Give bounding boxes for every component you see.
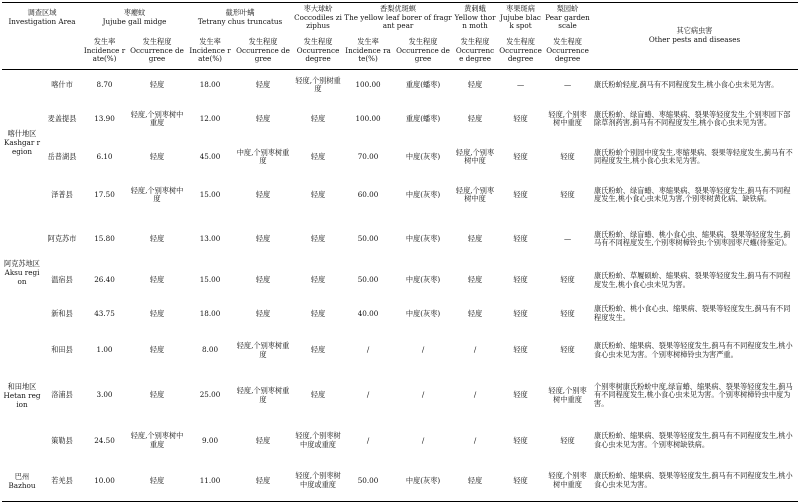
county-cell: 麦盖提县 (47, 114, 77, 123)
value-cell: 轻度 (513, 114, 528, 123)
header-degree (393, 33, 453, 70)
value-cell: 轻度 (467, 233, 483, 243)
value-cell: 50.00 (357, 275, 379, 285)
header-pest-scale (293, 3, 343, 34)
rate-en: Incidence rate(%) (345, 45, 391, 64)
region-name-cn: 巴州 (14, 472, 30, 482)
degree-cn: 发生程度 (506, 37, 535, 47)
value-cell: 轻度 (513, 435, 528, 445)
table-row (2, 371, 798, 421)
value-cell: 轻度 (149, 233, 165, 243)
value-cell: 45.00 (199, 151, 221, 161)
header-pest-black-spot (497, 3, 544, 34)
value-cell: 轻度 (467, 275, 483, 285)
degree-cn: 发生程度 (303, 37, 333, 47)
value-cell: / (421, 435, 425, 445)
value-cell: 轻度 (255, 189, 271, 199)
county-cell: 岳普湖县 (47, 151, 77, 161)
county-cell: 策勒县 (51, 435, 73, 445)
value-cell: 中度(灰枣) (405, 151, 441, 161)
region-name-en: Aksu region (4, 267, 40, 286)
value-cell: 轻度,个别枣树中重度 (548, 386, 587, 404)
county-cell: 阿克苏市 (47, 233, 77, 243)
header-degree (453, 33, 497, 70)
value-cell: 轻度 (560, 151, 575, 161)
value-cell: 轻度 (513, 308, 528, 318)
value-cell: 轻度 (467, 79, 483, 89)
value-cell: 100.00 (355, 79, 381, 89)
value-cell: 轻度 (513, 390, 528, 400)
header-degree (233, 33, 293, 70)
pest-survey-table (2, 2, 798, 502)
other-pests-cell: 康氏粉蚧轻度,蓟马有不同程度发生,桃小食心虫未见为害。 (594, 79, 779, 89)
value-cell: 轻度 (255, 114, 271, 123)
value-cell: 轻度 (233, 461, 293, 501)
header-pest-leaf-borer (343, 3, 453, 34)
pest-name-en: The yellow leaf borer of fragrant pear (344, 12, 452, 31)
region-cell (2, 331, 42, 462)
value-cell: 轻度 (149, 151, 165, 161)
value-cell: / (366, 435, 370, 445)
value-cell: 8.00 (202, 345, 219, 355)
value-cell: 轻度 (467, 308, 483, 318)
value-cell: 13.90 (94, 114, 115, 123)
value-cell: 50.00 (357, 233, 379, 243)
region-cell (2, 214, 42, 330)
pest-name-en: Jujube black spot (500, 12, 541, 31)
region-name-cn: 阿克苏地区 (4, 258, 40, 268)
value-cell: 轻度 (560, 345, 575, 355)
other-pests-cell: 康氏粉蚧、缩果病、裂果等轻度发生,蓟马有不同程度发生,桃小食心虫未见为害。 (591, 461, 798, 501)
value-cell: 轻度 (255, 79, 271, 89)
value-cell: 轻度 (310, 345, 326, 355)
value-cell: 轻度,个别枣树中度 (455, 147, 495, 166)
value-cell: 8.70 (96, 79, 113, 89)
value-cell: 中度(灰枣) (405, 275, 441, 285)
value-cell: 12.00 (199, 114, 221, 123)
table-row (2, 421, 798, 461)
value-cell: 15.00 (199, 189, 221, 199)
value-cell: 11.00 (187, 461, 233, 501)
value-cell: 18.00 (199, 308, 221, 318)
value-cell: 中度(灰枣) (405, 189, 441, 199)
value-cell: 50.00 (343, 461, 393, 501)
value-cell: 70.00 (357, 151, 379, 161)
value-cell: 13.00 (199, 233, 221, 243)
county-cell: 和田县 (51, 345, 73, 355)
value-cell: 中度(灰枣) (393, 461, 453, 501)
county-cell: 新和县 (51, 308, 73, 318)
header-degree (497, 33, 544, 70)
degree-en: Occurrence degree (396, 45, 450, 64)
degree-en: Occurrence degree (455, 45, 495, 64)
rate-en: Incidence rate(%) (83, 45, 126, 64)
degree-cn: 发生程度 (408, 37, 438, 47)
region-cell (2, 70, 42, 215)
value-cell: 轻度 (560, 308, 575, 318)
value-cell: 轻度 (310, 151, 326, 161)
header-region-en: Investigation Area (8, 17, 76, 26)
table-row (2, 331, 798, 371)
value-cell: 轻度 (149, 345, 165, 355)
value-cell: 轻度 (255, 275, 271, 285)
table-row (2, 461, 798, 501)
value-cell: 60.00 (357, 189, 379, 199)
value-cell: 轻度 (149, 275, 165, 285)
value-cell: 轻度 (513, 233, 528, 243)
value-cell: 轻度 (255, 308, 271, 318)
table-row (2, 264, 798, 297)
value-cell: 轻度 (310, 233, 326, 243)
value-cell: — (563, 233, 572, 243)
value-cell: / (473, 435, 477, 445)
value-cell: 轻度 (310, 308, 326, 318)
rate-cn: 发生率 (93, 37, 116, 47)
value-cell: 18.00 (199, 79, 221, 89)
value-cell: 15.00 (199, 275, 221, 285)
county-cell: 洛浦县 (51, 390, 73, 400)
table-row (2, 297, 798, 330)
value-cell: — (563, 79, 572, 89)
value-cell: / (366, 390, 370, 400)
value-cell: 轻度,个别枣树重度 (236, 386, 290, 404)
header-degree (544, 33, 591, 70)
value-cell: 轻度 (513, 345, 528, 355)
value-cell: / (473, 345, 477, 355)
header-region-sub (2, 33, 82, 70)
header-region-cn: 调查区域 (27, 8, 57, 18)
table-row (2, 100, 798, 138)
value-cell: 轻度,个别枣树中重度 (130, 109, 184, 128)
value-cell: 轻度,个别树重度 (295, 75, 341, 94)
value-cell: 9.00 (202, 435, 219, 445)
value-cell: 轻度 (149, 390, 165, 400)
degree-en: Occurrence degree (296, 45, 340, 64)
value-cell: 轻度 (497, 461, 544, 501)
value-cell: / (473, 390, 477, 400)
header-pest-mite (187, 3, 293, 34)
degree-en: Occurrence degree (236, 45, 290, 64)
value-cell: 40.00 (357, 308, 379, 318)
degree-cn: 发生程度 (142, 37, 172, 47)
region-name-en: Hetan region (3, 391, 41, 410)
value-cell: 中度(灰枣) (405, 233, 441, 243)
degree-en: Occurrence degree (546, 45, 589, 64)
value-cell: 轻度 (513, 189, 528, 199)
value-cell: 轻度,个别枣树中重度 (130, 431, 184, 449)
region-name-cn: 喀什地区 (7, 128, 37, 138)
degree-cn: 发生程度 (460, 37, 490, 47)
header-rate (187, 33, 233, 70)
table-body (2, 70, 798, 502)
pest-name-cn: 枣瘿蚊 (123, 8, 146, 18)
value-cell: 轻度 (127, 461, 187, 501)
other-pests-cell: 康氏粉蚧、草履硕蚧、缩果病、裂果等轻度发生,蓟马有不同程度发生,桃小食心虫未见为害。 (594, 271, 791, 289)
county-cell: 若羌县 (42, 461, 82, 501)
header-other-en: Other pests and diseases (648, 35, 741, 44)
value-cell: / (366, 345, 370, 355)
header-other-cn: 其它病虫害 (676, 26, 713, 36)
value-cell: 轻度,个别枣树重度 (236, 341, 290, 359)
value-cell: 中度,个别枣树重度 (236, 147, 290, 166)
value-cell: 轻度 (467, 114, 483, 123)
county-cell: 泽普县 (51, 189, 73, 199)
header-rate (82, 33, 127, 70)
value-cell: 轻度 (560, 435, 575, 445)
value-cell: 轻度 (149, 79, 165, 89)
county-cell: 喀什市 (51, 79, 73, 89)
value-cell: 1.00 (96, 345, 113, 355)
pest-name-en: Coccodiles ziziphus (294, 12, 342, 31)
pest-name-cn: 黄刺蛾 (464, 4, 486, 14)
other-pests-cell: 个别枣树康氏粉蚧中度,绿盲蝽、缩果病、裂果等轻度发生,蓟马有不同程度发生,桃小食心虫未见为害。个别枣树樟铃虫中度为害。 (594, 381, 793, 409)
value-cell: 轻度,个别枣树中重度 (548, 109, 587, 128)
value-cell: 轻度 (310, 189, 326, 199)
value-cell: 轻度 (560, 275, 575, 285)
value-cell: 轻度 (255, 233, 271, 243)
value-cell: 轻度 (149, 308, 165, 318)
value-cell: 43.75 (94, 308, 115, 318)
header-other (591, 3, 798, 70)
pest-name-en: Yellow thorn moth (454, 12, 496, 31)
other-pests-cell: 康氏粉蚧个别园中度发生,枣缩果病、裂果等轻度发生,蓟马有不同程度发生,桃小食心虫未见为害。 (594, 147, 793, 166)
header-row-pests (2, 3, 798, 34)
pest-name-cn: 枣果斑病 (506, 4, 535, 14)
header-rate (343, 33, 393, 70)
value-cell: 10.00 (82, 461, 127, 501)
value-cell: 3.00 (96, 390, 113, 400)
rate-cn: 发生率 (357, 37, 379, 47)
rate-cn: 发生率 (199, 37, 221, 47)
value-cell: 轻度 (310, 390, 326, 400)
header-pest-pear-scale (544, 3, 591, 34)
pest-name-cn: 梨园蚧 (556, 4, 579, 14)
value-cell: 轻度 (560, 189, 575, 199)
header-degree (127, 33, 187, 70)
degree-cn: 发生程度 (553, 37, 582, 47)
other-pests-cell: 康氏粉蚧、桃小食心虫、缩果病、裂果等轻度发生,蓟马有不同程度发生。 (594, 304, 791, 322)
value-cell: 轻度,个别枣树中重度 (544, 461, 591, 501)
table-row (2, 70, 798, 101)
value-cell: 17.50 (94, 189, 115, 199)
other-pests-cell: 康氏粉蚧、缩果病、裂果等轻度发生,蓟马有不同程度发生,桃小食心虫未见为害。个别枣树缺铁病。 (594, 431, 793, 449)
other-pests-cell: 康氏粉蚧、绿盲蝽、枣缩果病、裂果等轻度发生,蓟马有不同程度发生,桃小食心虫未见为害,个别枣树黄化病、缺铁病。 (594, 185, 791, 204)
other-pests-cell: 康氏粉蚧、绿盲蝽、枣缩果病、裂果等轻度发生,个别枣园下部除草剂药害,蓟马有不同程度发生,桃小食心虫未见为害。 (594, 109, 791, 128)
table-row (2, 138, 798, 176)
header-degree (293, 33, 343, 70)
value-cell: 26.40 (94, 275, 115, 285)
pest-name-en: Jujube gall midge (102, 17, 167, 26)
value-cell: 轻度 (255, 435, 271, 445)
value-cell: 轻度,个别枣树中度 (130, 185, 184, 204)
value-cell: 15.80 (94, 233, 115, 243)
degree-cn: 发生程度 (248, 37, 278, 47)
other-pests-cell: 康氏粉蚧、绿盲蝽、桃小食心虫、缩果病、裂果等轻度发生,蓟马有不同程度发生,个别枣树樟铃虫;个别枣园枣尺蠖(待鉴定)。 (594, 229, 792, 248)
value-cell: 25.00 (199, 390, 221, 400)
rate-en: Incidence rate(%) (189, 45, 231, 64)
pest-name-cn: 截形叶螨 (225, 8, 255, 18)
value-cell: 轻度,个别枣树中度 (455, 185, 495, 204)
region-cell (2, 461, 42, 501)
header-pest-gall-midge (82, 3, 187, 34)
pest-name-en: Pear garden scale (545, 12, 590, 31)
table-row (2, 214, 798, 264)
header-pest-thorn-moth (453, 3, 497, 34)
value-cell: 轻度,个别枣树中度或重度 (295, 431, 341, 449)
region-name-en: Bazhou (8, 481, 36, 491)
value-cell: 重度(蟠枣) (405, 114, 441, 123)
degree-en: Occurrence degree (130, 45, 184, 64)
value-cell: 轻度 (513, 151, 528, 161)
county-cell: 温宿县 (51, 275, 73, 285)
header-region (2, 3, 82, 34)
other-pests-cell: 康氏粉蚧、缩果病、裂果等轻度发生,蓟马有不同程度发生,桃小食心虫未见为害。个别枣树樟铃虫为害严重。 (594, 341, 793, 359)
degree-en: Occurrence degree (499, 45, 542, 64)
region-name-cn: 和田地区 (7, 382, 37, 392)
value-cell: 中度(灰枣) (405, 308, 441, 318)
value-cell: 重度(蟠枣) (405, 79, 441, 89)
value-cell: 100.00 (355, 114, 381, 123)
value-cell: — (516, 79, 525, 89)
pest-name-en: Tetrany chus truncatus (197, 17, 283, 26)
region-name-en: Kashgar region (3, 137, 40, 156)
value-cell: / (421, 390, 425, 400)
value-cell: / (421, 345, 425, 355)
value-cell: 轻度,个别枣树中度或重度 (293, 461, 343, 501)
value-cell: 轻度 (310, 275, 326, 285)
table-row (2, 176, 798, 214)
pest-name-cn: 枣大球蚧 (303, 4, 333, 14)
pest-name-cn: 香梨优斑螟 (380, 4, 416, 14)
value-cell: 6.10 (96, 151, 113, 161)
value-cell: 轻度 (310, 114, 326, 123)
value-cell: 轻度 (453, 461, 497, 501)
value-cell: 轻度 (513, 275, 528, 285)
value-cell: 24.50 (94, 435, 115, 445)
